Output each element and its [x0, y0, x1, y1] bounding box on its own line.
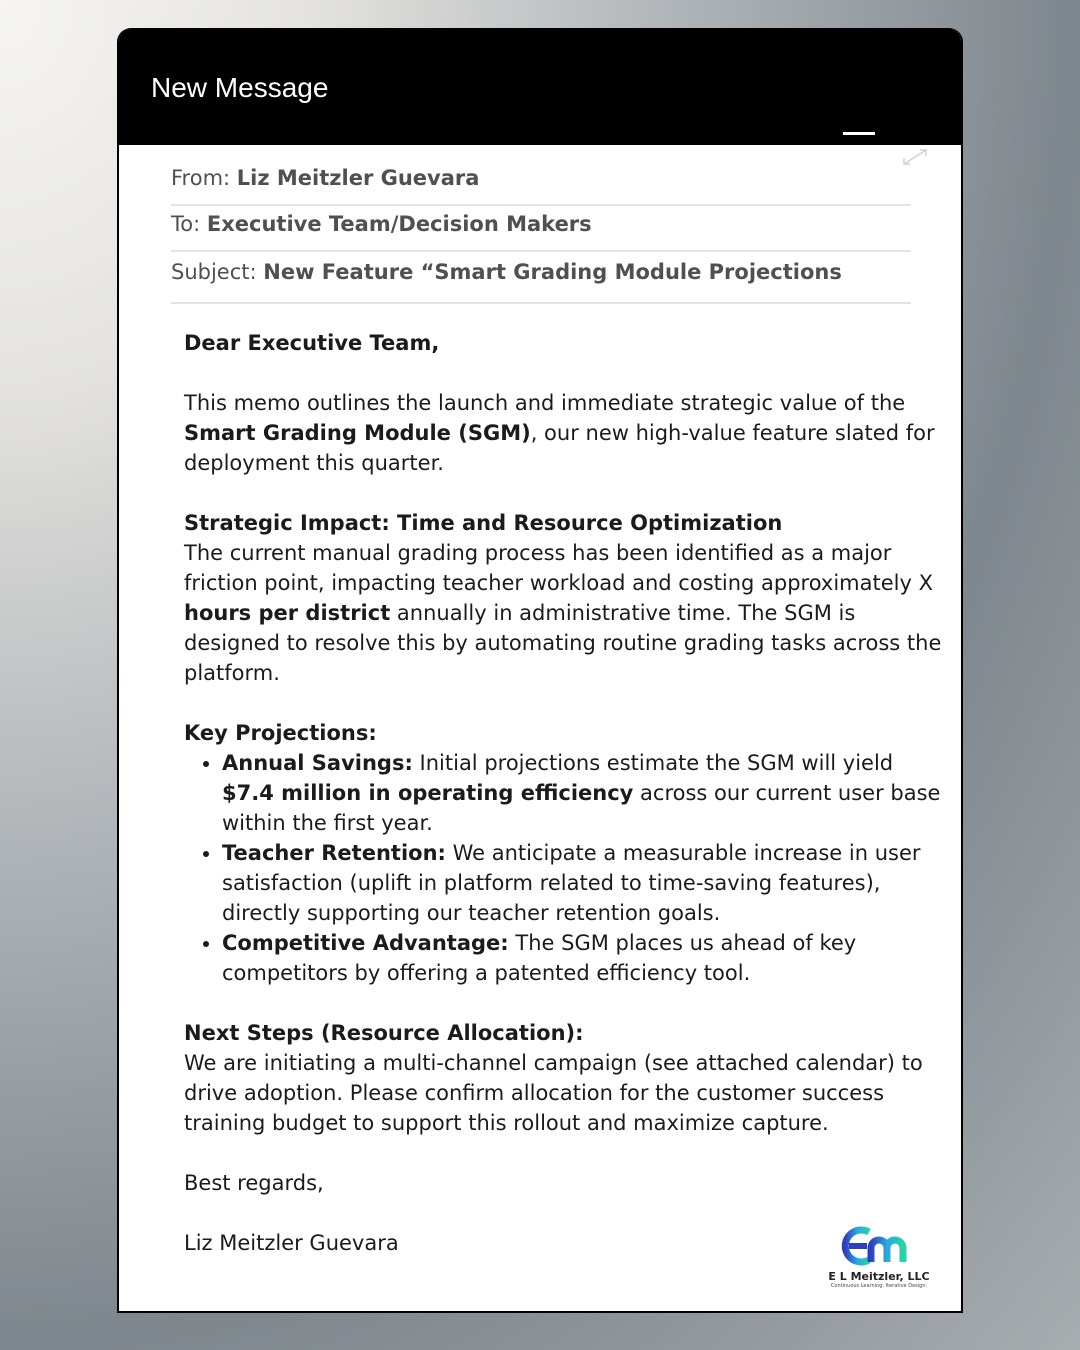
intro-paragraph: This memo outlines the launch and immediate strategic value of the Smart Grading Module (SGM), our new high-value feature slated for deployment this quarter. — [184, 391, 935, 475]
list-item: • Teacher Retention: We anticipate a measurable increase in user satisfaction (uplift in platform related to time-saving features), directly supporting our teacher retention goals. — [222, 838, 944, 928]
projections-heading: Key Projections: — [184, 721, 377, 745]
logo-tagline: Continuous Learning. Iterative Design. — [830, 1283, 928, 1289]
next-steps-paragraph: We are initiating a multi-channel campaign (see attached calendar) to drive adoption. Please confirm allocation for the customer success training budget to support this rollout and maximize capture. — [184, 1051, 923, 1135]
closing: Best regards, — [184, 1171, 324, 1195]
to-field[interactable] — [171, 212, 911, 252]
list-item: • Annual Savings: Initial projections estimate the SGM will yield $7.4 million in operating efficiency across our current user base within the first year. — [222, 748, 944, 838]
logo-name: E L Meitzler, LLC — [828, 1270, 930, 1283]
logo-mark-icon — [841, 1224, 917, 1268]
title-bar — [119, 28, 961, 145]
to-label: To: — [171, 212, 201, 236]
window-title: New Message — [151, 72, 329, 103]
impact-heading: Strategic Impact: Time and Resource Optimization — [184, 511, 783, 535]
greeting: Dear Executive Team, — [184, 331, 440, 355]
to-value: Executive Team/Decision Makers — [206, 212, 592, 236]
from-value: Liz Meitzler Guevara — [236, 166, 480, 190]
list-item: • Competitive Advantage: The SGM places us ahead of key competitors by offering a patented efficiency tool. — [222, 928, 944, 988]
minimize-icon[interactable] — [843, 132, 875, 135]
next-steps-heading: Next Steps (Resource Allocation): — [184, 1021, 584, 1045]
from-field[interactable] — [171, 166, 911, 206]
from-label: From: — [171, 166, 231, 190]
subject-value: New Feature “Smart Grading Module Projections — [263, 260, 842, 284]
company-logo — [819, 1224, 939, 1296]
subject-label: Subject: — [171, 260, 257, 284]
subject-field[interactable] — [171, 260, 911, 304]
expand-icon[interactable] — [902, 148, 928, 166]
signature: Liz Meitzler Guevara — [184, 1231, 399, 1255]
projections-list — [184, 748, 944, 988]
message-body[interactable] — [184, 328, 944, 1288]
message-window — [117, 28, 963, 1313]
impact-paragraph: The current manual grading process has been identified as a major friction point, impacting teacher workload and costing approximately X hours per district annually in administrative time. The SGM is designed to resolve this by automating routine grading tasks across the platform. — [184, 541, 942, 685]
